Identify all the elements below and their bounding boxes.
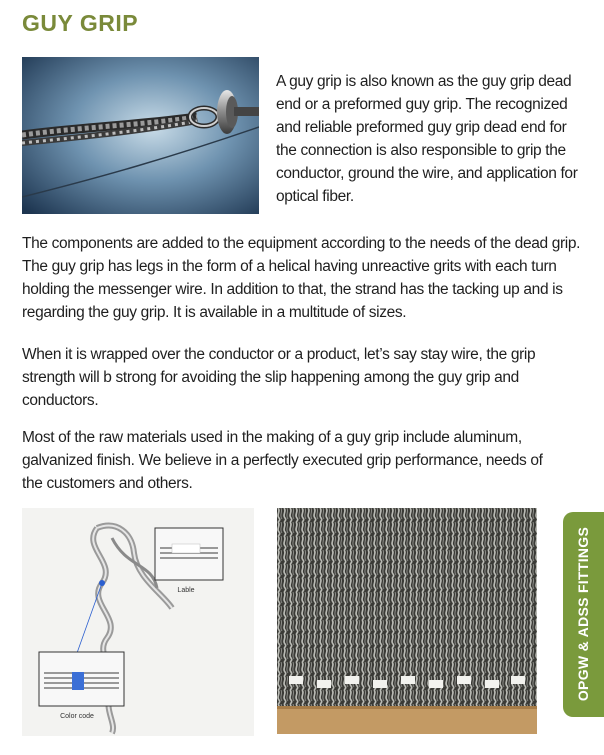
guy-grip-diagram — [22, 508, 254, 736]
body-paragraph: Most of the raw materials used in the making of a guy grip include aluminum, galvanized finish. We believe in a perfectly executed grip performance, needs of the customers and others. — [22, 429, 543, 492]
guy-grips-stock-photo — [277, 508, 537, 734]
intro-paragraph: A guy grip is also known as the guy grip dead end or a preformed guy grip. The recognized and reliable preformed guy grip dead end for the connection is also responsible to grip the conductor, ground the wire, and application for optical fiber. — [276, 73, 578, 205]
side-tab-label: OPGW & ADSS FITTINGS — [575, 526, 591, 702]
body-paragraph: The components are added to the equipment according to the needs of the dead grip. The guy grip has legs in the form of a helical having unreactive grits with each turn holding the messenger wire. In addition to that, the strand has the tacking up and is regarding the guy grip. It is available in a multitude of sizes. — [22, 235, 581, 321]
guy-grip-insulator-photo — [22, 57, 259, 214]
section-side-tab — [563, 512, 604, 717]
page-title: GUY GRIP — [22, 10, 139, 36]
label-callout-text: Lable — [177, 587, 195, 594]
color-code-callout-text: Color code — [60, 713, 94, 720]
body-paragraph: When it is wrapped over the conductor or a product, let’s say stay wire, the grip strength will b strong for avoiding the slip happening among the guy grip and conductors. — [22, 346, 536, 409]
